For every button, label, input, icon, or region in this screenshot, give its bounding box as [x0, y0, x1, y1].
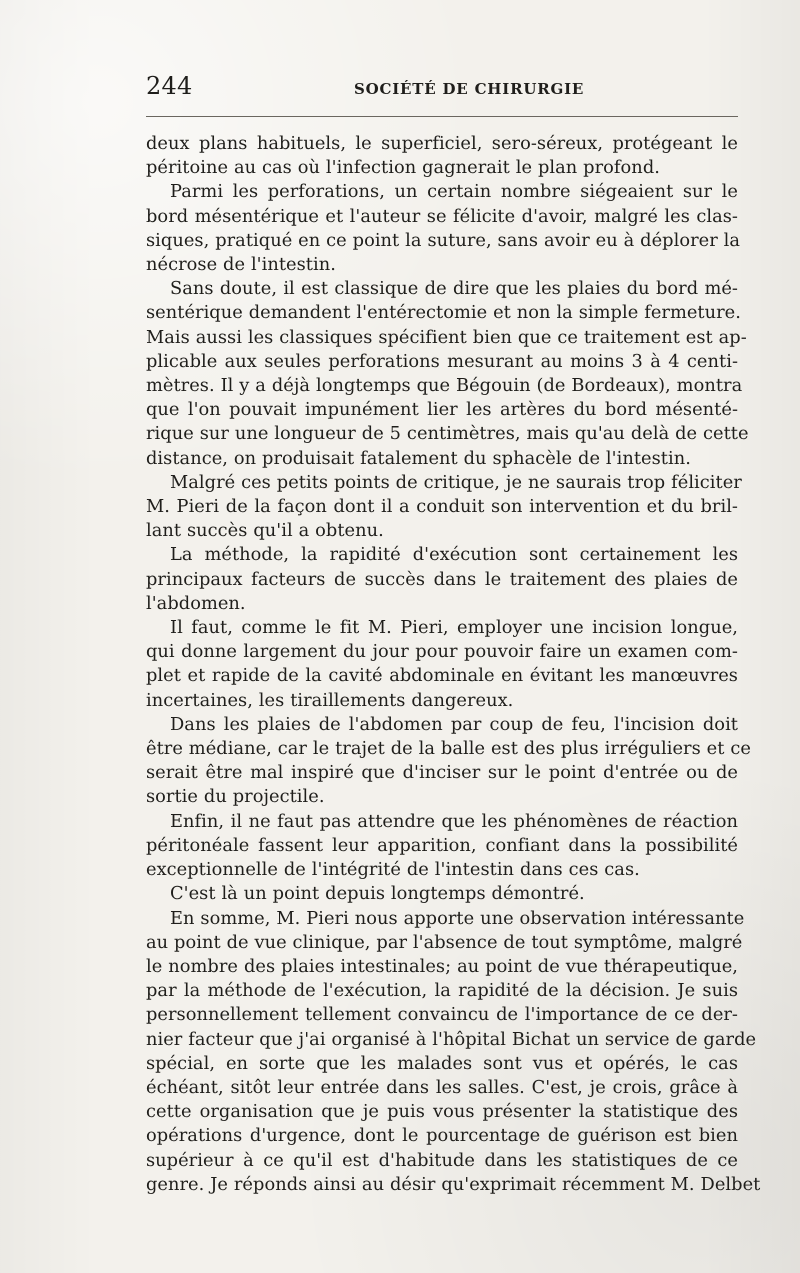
body-line: M. Pieri de la façon dont il a conduit son intervention et du bril- [146, 496, 738, 518]
body-line: Enfin, il ne faut pas attendre que les phénomènes de réaction [170, 810, 738, 832]
body-line: En somme, M. Pieri nous apporte une observation intéressante [170, 907, 745, 929]
article-body [146, 132, 761, 1197]
body-line: spécial, en sorte que les malades sont vus et opérés, le cas [146, 1052, 738, 1074]
paragraph-6 [146, 616, 738, 713]
body-line: Dans les plaies de l'abdomen par coup de feu, l'incision doit [170, 713, 738, 735]
body-line: principaux facteurs de succès dans le traitement des plaies de [146, 568, 738, 590]
body-line: que l'on pouvait impunément lier les artères du bord mésenté- [146, 399, 738, 421]
body-line: plicable aux seules perforations mesurant au moins 3 à 4 centi- [146, 350, 738, 372]
body-line: bord mésentérique et l'auteur se félicite d'avoir, malgré les clas- [146, 205, 738, 227]
body-line: péritoine au cas où l'infection gagnerait le plan profond. [146, 157, 660, 179]
paragraph-10 [146, 907, 761, 1197]
body-line: qui donne largement du jour pour pouvoir faire un examen com- [146, 641, 738, 663]
body-line: C'est là un point depuis longtemps démontré. [170, 883, 585, 905]
body-line: siques, pratiqué en ce point la suture, sans avoir eu à déplorer la [146, 229, 741, 251]
body-line: La méthode, la rapidité d'exécution sont certainement les [170, 544, 738, 566]
body-line: exceptionnelle de l'intégrité de l'intestin dans ces cas. [146, 859, 640, 881]
body-line: rique sur une longueur de 5 centimètres, mais qu'au delà de cette [146, 423, 749, 445]
paragraph-2 [146, 180, 741, 277]
body-line: personnellement tellement convaincu de l'importance de ce der- [146, 1004, 738, 1026]
body-line: cette organisation que je puis vous présenter la statistique des [146, 1101, 738, 1123]
paragraph-9 [146, 882, 738, 906]
running-head: SOCIÉTÉ DE CHIRURGIE [354, 80, 585, 98]
body-line: par la méthode de l'exécution, la rapidité de la décision. Je suis [146, 980, 738, 1002]
body-line: être médiane, car le trajet de la balle est des plus irréguliers et ce [146, 738, 751, 760]
body-line: Mais aussi les classiques spécifient bien que ce traitement est ap- [146, 326, 747, 348]
body-line: nier facteur que j'ai organisé à l'hôpital Bichat un service de garde [146, 1028, 757, 1050]
body-line: nécrose de l'intestin. [146, 254, 336, 276]
page-header [146, 72, 738, 106]
body-line: mètres. Il y a déjà longtemps que Bégouin (de Bordeaux), montra [146, 375, 743, 397]
body-line: Il faut, comme le fit M. Pieri, employer une incision longue, [170, 617, 738, 639]
body-line: échéant, sitôt leur entrée dans les salles. C'est, je crois, grâce à [146, 1076, 738, 1098]
body-line: distance, on produisait fatalement du sphacèle de l'intestin. [146, 447, 691, 469]
paragraph-3 [146, 277, 749, 471]
body-line: genre. Je réponds ainsi au désir qu'exprimait récemment M. Delbet [146, 1173, 761, 1195]
body-line: le nombre des plaies intestinales; au point de vue thérapeutique, [146, 955, 738, 977]
header-rule [146, 116, 738, 117]
body-line: Parmi les perforations, un certain nombre siégeaient sur le [170, 181, 738, 203]
body-line: serait être mal inspiré que d'inciser sur le point d'entrée ou de [146, 762, 738, 784]
paragraph-7 [146, 713, 751, 810]
body-line: opérations d'urgence, dont le pourcentage de guérison est bien [146, 1125, 738, 1147]
body-line: sentérique demandent l'entérectomie et non la simple fermeture. [146, 302, 741, 324]
body-line: lant succès qu'il a obtenu. [146, 520, 384, 542]
body-line: deux plans habituels, le superficiel, sero-séreux, protégeant le [146, 133, 738, 154]
body-line: l'abdomen. [146, 592, 246, 614]
paragraph-5 [146, 543, 738, 616]
body-line: Malgré ces petits points de critique, je ne saurais trop féliciter [170, 471, 742, 493]
paragraph-4 [146, 471, 742, 544]
body-line: sortie du projectile. [146, 786, 325, 808]
body-line: incertaines, les tiraillements dangereux. [146, 689, 514, 711]
body-line: péritonéale fassent leur apparition, confiant dans la possibilité [146, 834, 738, 856]
body-line: plet et rapide de la cavité abdominale en évitant les manœuvres [146, 665, 738, 687]
page-number: 244 [146, 72, 193, 100]
paragraph-1 [146, 132, 738, 180]
body-line: Sans doute, il est classique de dire que les plaies du bord mé- [170, 278, 738, 300]
paragraph-8 [146, 810, 738, 883]
body-line: supérieur à ce qu'il est d'habitude dans les statistiques de ce [146, 1149, 738, 1171]
body-line: au point de vue clinique, par l'absence de tout symptôme, malgré [146, 931, 743, 953]
